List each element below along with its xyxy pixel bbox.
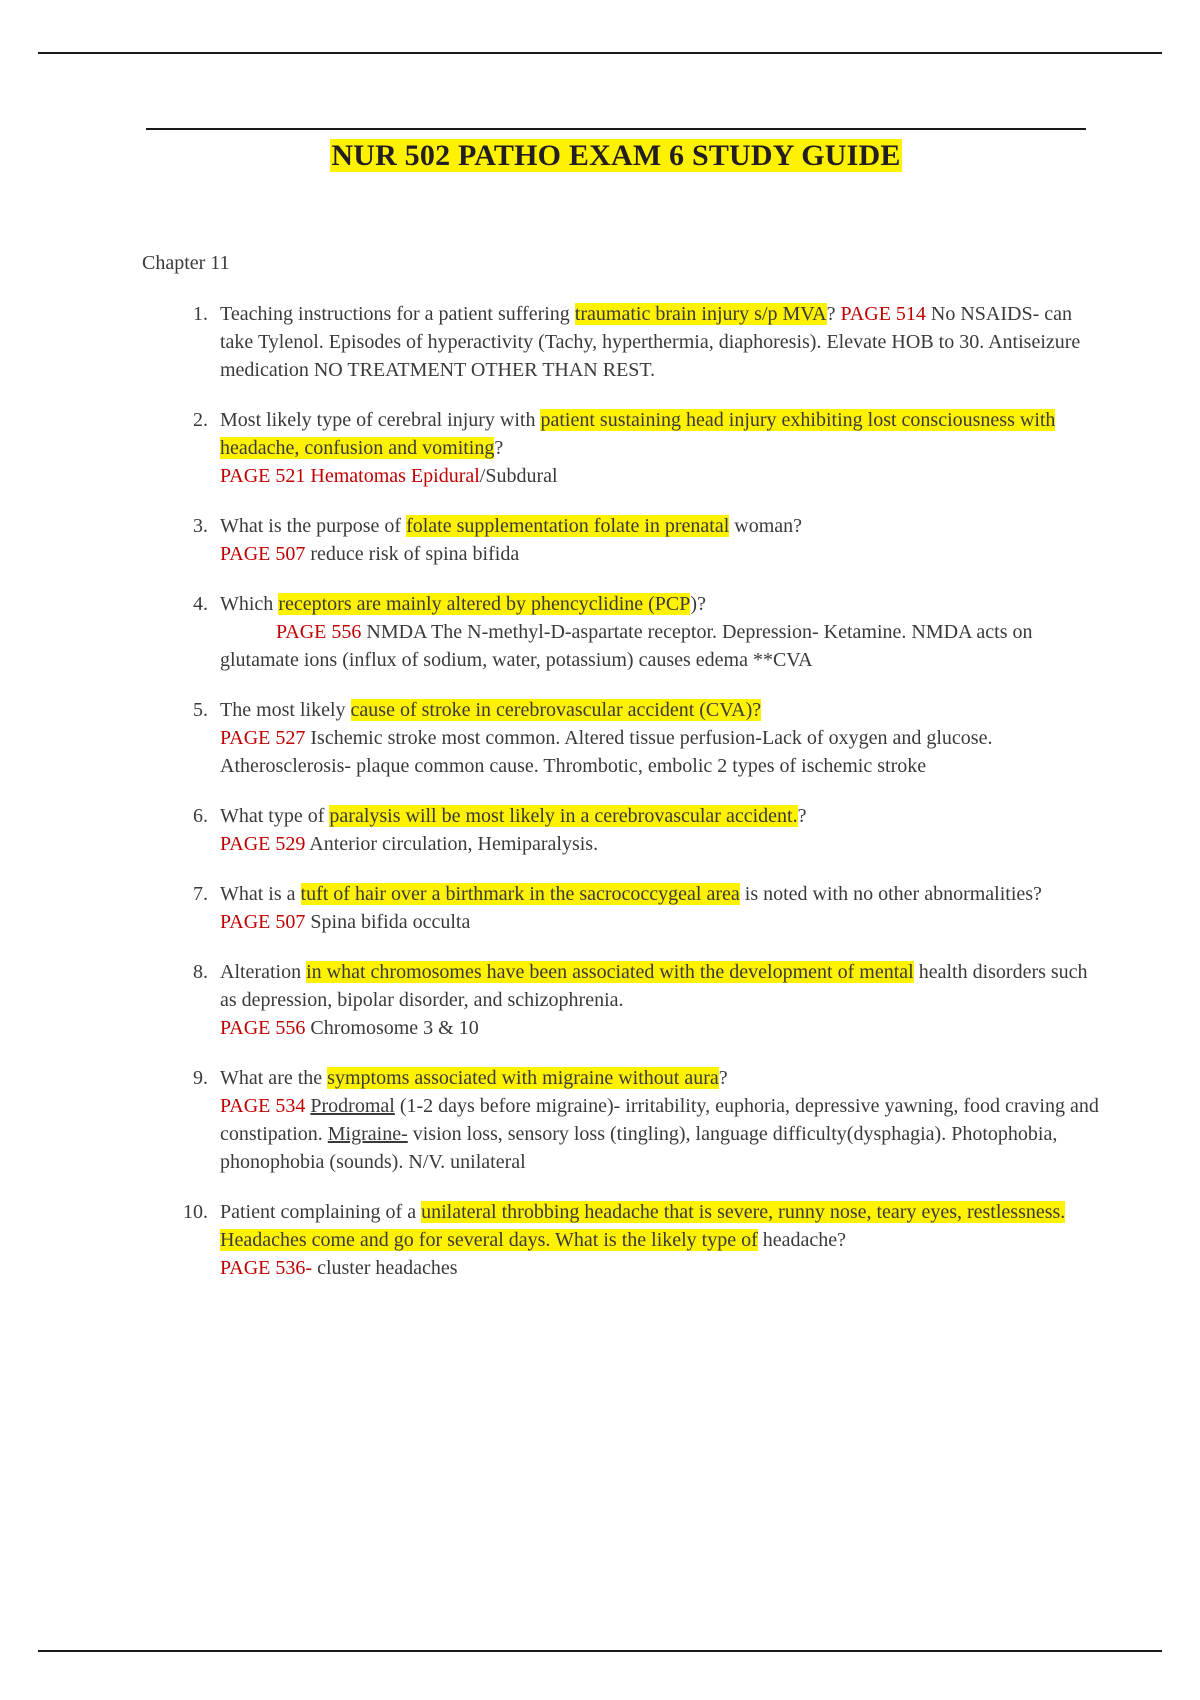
highlighted-text: cause of stroke in cerebrovascular accident (CVA)? (350, 699, 762, 721)
question-body (220, 300, 1106, 384)
answer-text: (1-2 days before migraine)- irritability, euphoria, depressive yawning, food craving and constipation. (220, 1095, 1099, 1145)
answer-text: NMDA The N-methyl-D-aspartate receptor. Depression- Ketamine. NMDA acts on glutamate ions (influx of sodium, water, potassium) causes edema **CVA (220, 621, 1033, 671)
highlighted-text: folate supplementation folate in prenatal (406, 515, 730, 537)
answer-text: Ischemic stroke most common. Altered tissue perfusion-Lack of oxygen and glucose. Atherosclerosis- plaque common cause. Thrombotic, embolic 2 types of ischemic stroke (220, 727, 993, 777)
page-bottom-rule (38, 1650, 1162, 1652)
answer-text: What type of (220, 805, 330, 827)
answer-text: Most likely type of cerebral injury with (220, 409, 541, 431)
page-reference: PAGE 534 (220, 1095, 306, 1117)
question-item (176, 590, 1106, 674)
answer-text: What are the (220, 1067, 328, 1089)
highlighted-text: symptoms associated with migraine without aura (327, 1067, 719, 1089)
page-reference: PAGE 556 (276, 621, 362, 643)
answer-text: reduce risk of spina bifida (305, 543, 520, 565)
title-divider (146, 128, 1086, 130)
question-body (220, 406, 1106, 490)
answer-text: is noted with no other abnormalities? (739, 883, 1042, 905)
answer-text: No NSAIDS- can take Tylenol. Episodes of hyperactivity (Tachy, hyperthermia, diaphoresis). Elevate HOB to 30. Antiseizure medication NO TREATMENT OTHER THAN REST. (220, 303, 1081, 381)
highlighted-text: patient sustaining head injury exhibiting lost consciousness with headache, confusion and vomiting (220, 409, 1056, 459)
question-item (176, 802, 1106, 858)
underlined-term: Migraine- (327, 1123, 408, 1145)
title-block (146, 128, 1086, 174)
question-body (220, 802, 1106, 858)
highlighted-text: in what chromosomes have been associated with the development of mental (306, 961, 914, 983)
answer-text: Patient complaining of a (220, 1201, 422, 1223)
page-reference: PAGE 536- (220, 1257, 313, 1279)
answer-text: /Subdural (479, 465, 558, 487)
question-body (220, 512, 1106, 568)
answer-text: Teaching instructions for a patient suffering (220, 303, 575, 325)
chapter-label: Chapter 11 (142, 252, 230, 274)
answer-text: woman? (729, 515, 803, 537)
answer-text: Anterior circulation, Hemiparalysis. (305, 833, 599, 855)
answer-text: cluster headaches (312, 1257, 458, 1279)
question-item (176, 1064, 1106, 1176)
question-body (220, 1064, 1106, 1176)
answer-text: ? (494, 437, 504, 459)
question-number: 10. (183, 1201, 208, 1223)
question-number: 6. (193, 805, 208, 827)
answer-text: Which (220, 593, 279, 615)
answer-text: ? (826, 303, 841, 325)
answer-text: vision loss, sensory loss (tingling), language difficulty(dysphagia). Photophobia, phonophobia (sounds). N/V. unilateral (220, 1123, 1058, 1173)
underlined-term: Prodromal (310, 1095, 395, 1117)
answer-text: Alteration (220, 961, 307, 983)
question-number: 3. (193, 515, 208, 537)
page-reference: PAGE 521 Hematomas Epidural (220, 465, 480, 487)
page-reference: PAGE 507 (220, 543, 306, 565)
page-top-rule (38, 52, 1162, 54)
question-body (220, 696, 1106, 780)
page-reference: PAGE 556 (220, 1017, 306, 1039)
question-body (220, 1198, 1106, 1282)
page-reference: PAGE 529 (220, 833, 306, 855)
answer-text: Spina bifida occulta (305, 911, 471, 933)
answer-text: )? (690, 593, 706, 615)
answer-text: Chromosome 3 & 10 (305, 1017, 479, 1039)
question-number: 5. (193, 699, 208, 721)
answer-text: health disorders such as depression, bipolar disorder, and schizophrenia. (220, 961, 1088, 1011)
question-number: 8. (193, 961, 208, 983)
question-number: 2. (193, 409, 208, 431)
question-body (220, 958, 1106, 1042)
question-number: 1. (193, 303, 208, 325)
page-reference: PAGE 507 (220, 911, 306, 933)
highlighted-text: tuft of hair over a birthmark in the sacrococcygeal area (300, 883, 740, 905)
answer-text: ? (718, 1067, 728, 1089)
answer-text: headache? (757, 1229, 847, 1251)
question-item (176, 512, 1106, 568)
answer-text: What is a (220, 883, 301, 905)
highlighted-text: unilateral throbbing headache that is severe, runny nose, teary eyes, restlessness. Headaches come and go for several days. What is the likely type of (220, 1201, 1066, 1251)
question-item (176, 880, 1106, 936)
answer-text: What is the purpose of (220, 515, 407, 537)
question-item (176, 300, 1106, 384)
highlighted-text: receptors are mainly altered by phencyclidine (PCP (278, 593, 691, 615)
question-item (176, 1198, 1106, 1282)
question-number: 9. (193, 1067, 208, 1089)
question-list (176, 300, 1106, 1304)
page-reference: PAGE 527 (220, 727, 306, 749)
question-number: 4. (193, 593, 208, 615)
question-number: 7. (193, 883, 208, 905)
question-item (176, 958, 1106, 1042)
page-reference: PAGE 514 (840, 303, 926, 325)
question-body (220, 880, 1106, 936)
answer-text: The most likely (220, 699, 351, 721)
page-title-text: NUR 502 PATHO EXAM 6 STUDY GUIDE (331, 139, 901, 172)
question-item (176, 406, 1106, 490)
page-title (146, 139, 1086, 174)
highlighted-text: traumatic brain injury s/p MVA (574, 303, 827, 325)
highlighted-text: paralysis will be most likely in a cerebrovascular accident. (329, 805, 798, 827)
question-item (176, 696, 1106, 780)
question-body (220, 590, 1106, 674)
answer-text: ? (797, 805, 807, 827)
